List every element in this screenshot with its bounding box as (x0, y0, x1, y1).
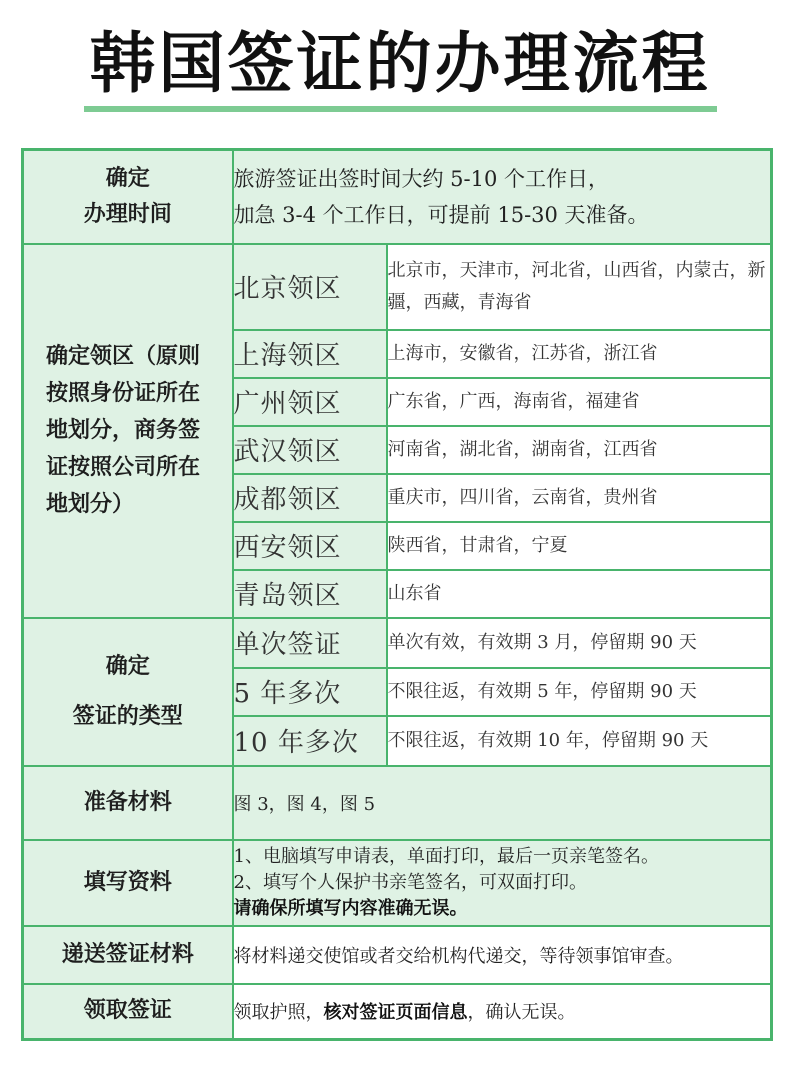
row-materials (23, 766, 772, 840)
consulate-provinces: 北京市，天津市，河北省，山西省，内蒙古，新疆，西藏，青海省 (387, 244, 772, 330)
visa-type-desc: 不限往返，有效期 10 年，停留期 90 天 (387, 716, 772, 766)
consulate-name: 北京领区 (233, 244, 387, 330)
consulate-provinces: 重庆市，四川省，云南省，贵州省 (387, 474, 772, 522)
consulate-provinces: 上海市，安徽省，江苏省，浙江省 (387, 330, 772, 378)
submit-label: 递送签证材料 (23, 926, 233, 984)
collect-emphasis: 核对签证页面信息 (323, 1002, 468, 1024)
processing-time-line2: 加急 3-4 个工作日，可提前 15-30 天准备。 (233, 202, 649, 227)
consulate-provinces: 山东省 (387, 570, 772, 618)
fill-forms-line3 (234, 896, 771, 922)
fill-forms-line1: 1、电脑填写申请表，单面打印，最后一页亲笔签名。 (233, 845, 659, 867)
collect-label: 领取签证 (23, 984, 233, 1040)
processing-time-label (23, 150, 233, 244)
processing-time-value (233, 150, 772, 244)
visa-type-name: 10 年多次 (233, 716, 387, 766)
processing-time-label-line2: 办理时间 (83, 201, 172, 227)
materials-label: 准备材料 (23, 766, 233, 840)
fill-forms-warning: 请确保所填写内容准确无误。 (233, 897, 468, 919)
visa-type-label (23, 618, 233, 766)
visa-type-row (23, 618, 772, 668)
consulate-name: 武汉领区 (233, 426, 387, 474)
page-title: 韩国签证的办理流程 (84, 22, 717, 112)
visa-type-name: 5 年多次 (233, 668, 387, 716)
fill-forms-line2: 2、填写个人保护书亲笔签名，可双面打印。 (233, 871, 587, 893)
visa-type-label-line2: 签证的类型 (72, 703, 183, 729)
visa-type-desc: 不限往返，有效期 5 年，停留期 90 天 (387, 668, 772, 716)
row-submit (23, 926, 772, 984)
consulate-row (23, 244, 772, 330)
row-processing-time (23, 150, 772, 244)
collect-value (233, 984, 772, 1040)
consulate-name: 广州领区 (233, 378, 387, 426)
visa-type-label-line1: 确定 (105, 653, 150, 679)
fill-forms-label: 填写资料 (23, 840, 233, 926)
row-collect (23, 984, 772, 1040)
consulate-provinces: 广东省，广西，海南省，福建省 (387, 378, 772, 426)
collect-part1: 领取护照， (233, 1002, 324, 1024)
processing-time-label-line1: 确定 (105, 165, 150, 191)
consulate-provinces: 河南省，湖北省，湖南省，江西省 (387, 426, 772, 474)
consulate-name: 西安领区 (233, 522, 387, 570)
consulate-name: 青岛领区 (233, 570, 387, 618)
fill-forms-value (233, 840, 772, 926)
consulate-name: 上海领区 (233, 330, 387, 378)
submit-value: 将材料递交使馆或者交给机构代递交，等待领事馆审查。 (233, 926, 772, 984)
collect-part3: ，确认无误。 (467, 1002, 576, 1024)
visa-process-table (21, 148, 773, 1041)
consulate-name: 成都领区 (233, 474, 387, 522)
consulate-label: 确定领区（原则按照身份证所在地划分，商务签证按照公司所在地划分） (23, 244, 233, 618)
materials-value: 图 3，图 4，图 5 (233, 766, 772, 840)
visa-type-name: 单次签证 (233, 618, 387, 668)
consulate-provinces: 陕西省，甘肃省，宁夏 (387, 522, 772, 570)
row-fill-forms (23, 840, 772, 926)
processing-time-line1: 旅游签证出签时间大约 5-10 个工作日， (233, 166, 610, 191)
visa-type-desc: 单次有效，有效期 3 月，停留期 90 天 (387, 618, 772, 668)
